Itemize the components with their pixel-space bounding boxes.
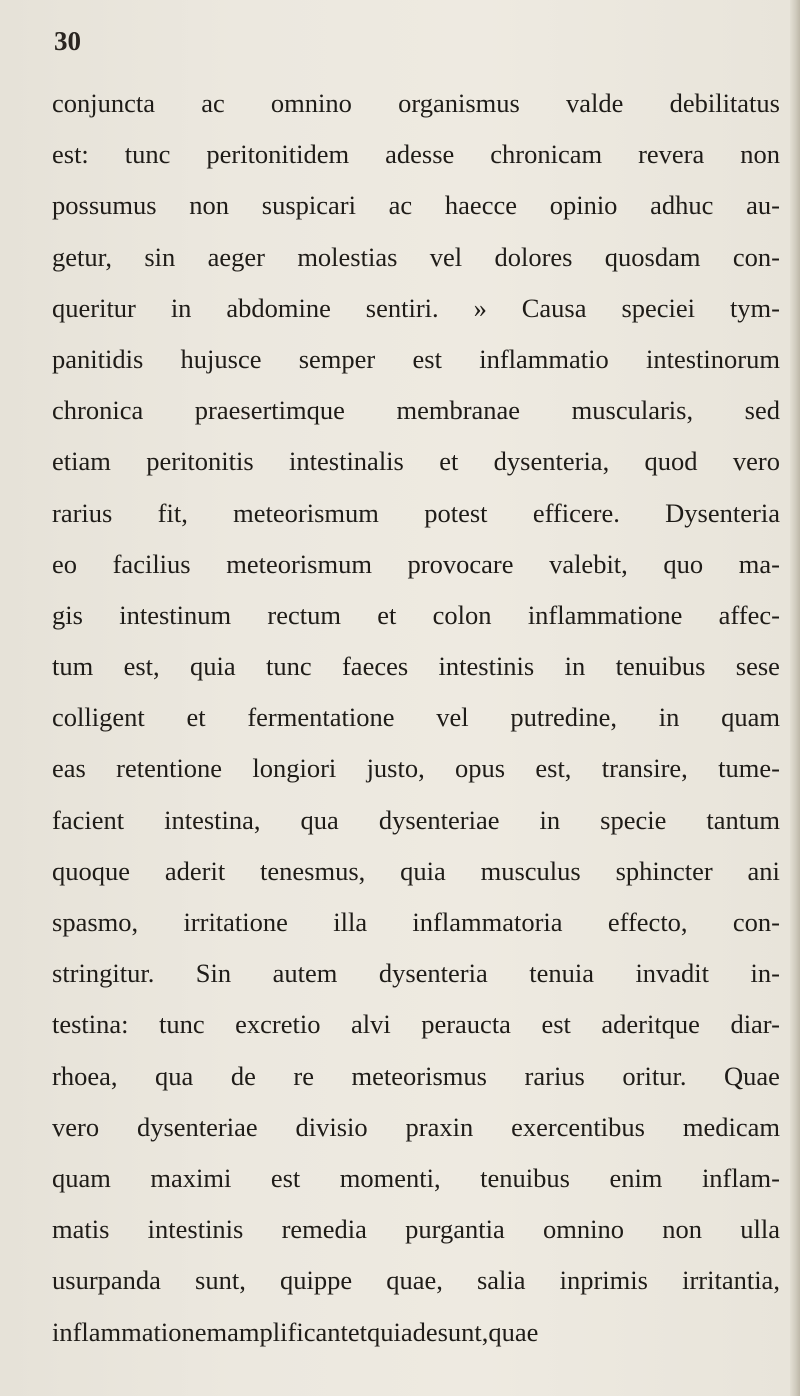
word: sin xyxy=(144,241,176,272)
word: panitidis xyxy=(52,343,144,374)
word: est, xyxy=(535,753,572,784)
word: potest xyxy=(424,497,488,528)
word: ac xyxy=(388,190,413,221)
text-line xyxy=(52,1051,780,1102)
word: dysenteria xyxy=(378,958,488,989)
word: et xyxy=(347,1316,367,1347)
word: transire, xyxy=(601,753,688,784)
word: peritonitidem xyxy=(206,139,350,170)
word: membranae xyxy=(396,395,521,426)
word: exercentibus xyxy=(511,1111,645,1142)
word: sese xyxy=(735,651,780,682)
word: organismus xyxy=(398,88,520,118)
word: irritatione xyxy=(183,907,288,937)
word: specie xyxy=(600,804,667,835)
word: tenuibus xyxy=(480,1162,570,1193)
word: excretio xyxy=(235,1009,321,1040)
word: aderit xyxy=(164,855,226,886)
word: intestinis xyxy=(147,1214,244,1245)
text-line xyxy=(52,692,780,743)
word: » xyxy=(473,292,487,323)
word: justo, xyxy=(366,753,425,784)
word: desunt, xyxy=(412,1316,489,1347)
text-line xyxy=(52,78,780,129)
word: fermentatione xyxy=(247,702,395,733)
word: peraucta xyxy=(421,1009,511,1040)
word: Dysenteria xyxy=(665,497,780,528)
word: ma- xyxy=(738,548,780,579)
word: inflammatoria xyxy=(412,907,563,937)
text-line xyxy=(52,795,780,846)
word: peritonitis xyxy=(146,446,254,477)
word: dysenteria, xyxy=(493,446,610,477)
word: inflam- xyxy=(701,1162,780,1193)
word: tunc xyxy=(124,139,171,170)
word: efficere. xyxy=(532,497,620,528)
word: vero xyxy=(52,1111,100,1142)
word: valebit, xyxy=(549,548,628,579)
word: intestinis xyxy=(438,651,535,682)
word: valde xyxy=(566,88,624,118)
word: quae xyxy=(488,1316,539,1347)
text-line xyxy=(52,385,780,436)
word: in xyxy=(564,651,586,682)
word: est xyxy=(541,1009,571,1040)
word: Sin xyxy=(195,958,232,989)
text-line xyxy=(52,180,780,231)
word: tenesmus, xyxy=(260,855,366,886)
word: et xyxy=(377,599,397,630)
word: putredine, xyxy=(510,702,618,733)
text-line xyxy=(52,1307,780,1358)
word: salia xyxy=(476,1265,526,1296)
word: matis xyxy=(52,1214,110,1245)
word: ulla xyxy=(740,1214,780,1245)
word: sphincter xyxy=(615,855,713,886)
word: quod xyxy=(644,446,698,477)
word: faeces xyxy=(341,651,409,682)
word: spasmo, xyxy=(52,907,139,937)
word: est: xyxy=(52,139,89,170)
word: oritur. xyxy=(622,1060,687,1091)
word: suspicari xyxy=(261,190,356,221)
word: eo xyxy=(52,548,78,579)
word: retentione xyxy=(116,753,223,784)
text-line xyxy=(52,590,780,641)
word: intestinorum xyxy=(645,343,780,374)
word: provocare xyxy=(407,548,514,579)
word: colligent xyxy=(52,702,145,733)
word: illa xyxy=(333,907,368,937)
word: autem xyxy=(272,958,338,989)
word: debilitatus xyxy=(669,88,780,118)
word: conjuncta xyxy=(52,88,156,118)
word: momenti, xyxy=(339,1162,441,1193)
word: amplificant xyxy=(227,1316,348,1347)
word: rarius xyxy=(52,497,113,528)
text-line xyxy=(52,641,780,692)
word: opus xyxy=(455,753,506,784)
word: Quae xyxy=(724,1060,780,1091)
word: quae, xyxy=(386,1265,443,1296)
word: meteorismus xyxy=(351,1060,487,1091)
word: alvi xyxy=(350,1009,391,1040)
word: semper xyxy=(298,343,376,374)
word: stringitur. xyxy=(52,958,155,989)
word: muscularis, xyxy=(571,395,694,426)
word: medicam xyxy=(682,1111,780,1142)
word: qua xyxy=(300,804,339,835)
word: quia xyxy=(190,651,236,682)
word: diar- xyxy=(730,1009,780,1040)
word: Causa xyxy=(521,292,587,323)
word: dysenteriae xyxy=(378,804,500,835)
page-edge-shadow xyxy=(790,0,800,1396)
word: inprimis xyxy=(559,1265,648,1296)
word: inflammationem xyxy=(52,1316,228,1347)
word: vero xyxy=(732,446,780,477)
word: chronica xyxy=(52,395,144,426)
word: invadit xyxy=(635,958,710,989)
word: dysenteriae xyxy=(136,1111,258,1142)
word: quosdam xyxy=(604,241,701,272)
word: gis xyxy=(52,599,83,630)
word: getur, xyxy=(52,241,113,272)
text-line xyxy=(52,1255,780,1306)
word: qua xyxy=(155,1060,194,1091)
word: quo xyxy=(663,548,704,579)
word: tym- xyxy=(729,292,780,323)
word: est xyxy=(412,343,442,374)
text-line xyxy=(52,743,780,794)
word: quam xyxy=(52,1162,111,1193)
text-line xyxy=(52,129,780,180)
word: au- xyxy=(746,190,780,221)
word: tume- xyxy=(718,753,780,784)
word: tenuibus xyxy=(615,651,706,682)
word: intestinum xyxy=(119,599,232,630)
word: abdomine xyxy=(226,292,331,323)
word: quoque xyxy=(52,855,131,886)
word: rarius xyxy=(524,1060,585,1091)
word: haecce xyxy=(444,190,517,221)
text-line xyxy=(52,1102,780,1153)
word: usurpanda xyxy=(52,1265,161,1296)
text-line xyxy=(52,436,780,487)
word: sunt, xyxy=(195,1265,246,1296)
text-line xyxy=(52,283,780,334)
word: adhuc xyxy=(650,190,714,221)
word: dolores xyxy=(494,241,573,272)
body-text xyxy=(52,78,780,1358)
word: praxin xyxy=(405,1111,474,1142)
word: colon xyxy=(432,599,492,630)
word: in xyxy=(539,804,561,835)
word: etiam xyxy=(52,446,111,477)
word: non xyxy=(189,190,230,221)
word: purgantia xyxy=(405,1214,505,1245)
word: rhoea, xyxy=(52,1060,118,1091)
word: tunc xyxy=(266,651,312,682)
word: in xyxy=(170,292,192,323)
word: inflammatione xyxy=(527,599,683,630)
word: de xyxy=(230,1060,256,1091)
word: quia xyxy=(366,1316,413,1347)
word: tantum xyxy=(706,804,780,835)
text-line xyxy=(52,334,780,385)
word: chronicam xyxy=(490,139,603,170)
word: ani xyxy=(747,855,780,886)
word: aderitque xyxy=(601,1009,700,1040)
word: facient xyxy=(52,804,125,835)
word: fit, xyxy=(157,497,188,528)
word: non xyxy=(662,1214,702,1245)
word: intestinalis xyxy=(289,446,404,477)
word: re xyxy=(293,1060,314,1091)
word: sentiri. xyxy=(365,292,439,323)
word: quam xyxy=(721,702,780,733)
word: facilius xyxy=(112,548,191,579)
word: testina: xyxy=(52,1009,129,1040)
word: sed xyxy=(744,395,780,426)
word: rectum xyxy=(267,599,341,630)
word: et xyxy=(186,702,206,733)
word: quippe xyxy=(279,1265,353,1296)
word: possumus xyxy=(52,190,157,221)
word: vel xyxy=(436,702,469,733)
word: in- xyxy=(750,958,780,989)
word: molestias xyxy=(297,241,398,272)
word: opinio xyxy=(549,190,618,221)
text-line xyxy=(52,232,780,283)
word: praesertimque xyxy=(194,395,345,426)
word: divisio xyxy=(295,1111,368,1142)
word: intestina, xyxy=(164,804,261,835)
word: hujusce xyxy=(180,343,262,374)
word: ac xyxy=(201,88,225,118)
word: est xyxy=(270,1162,301,1193)
word: eas xyxy=(52,753,86,784)
word: effecto, xyxy=(607,907,688,937)
word: remedia xyxy=(281,1214,367,1245)
text-line xyxy=(52,539,780,590)
word: adesse xyxy=(385,139,455,170)
word: affec- xyxy=(718,599,780,630)
word: con- xyxy=(732,241,780,272)
word: musculus xyxy=(480,855,581,886)
word: non xyxy=(740,139,780,170)
word: omnino xyxy=(270,88,352,118)
word: meteorismum xyxy=(226,548,372,579)
word: irritantia, xyxy=(682,1265,780,1296)
word: tum xyxy=(52,651,94,682)
word: meteorismum xyxy=(233,497,379,528)
word: omnino xyxy=(543,1214,624,1245)
word: et xyxy=(439,446,459,477)
word: longiori xyxy=(252,753,337,784)
text-line xyxy=(52,1204,780,1255)
word: inflammatio xyxy=(479,343,609,374)
text-line xyxy=(52,488,780,539)
word: tenuia xyxy=(529,958,594,989)
word: in xyxy=(658,702,680,733)
text-line xyxy=(52,999,780,1050)
word: quia xyxy=(400,855,446,886)
word: maximi xyxy=(150,1162,232,1193)
word: est, xyxy=(123,651,160,682)
text-line xyxy=(52,897,780,948)
word: aeger xyxy=(207,241,265,272)
word: tunc xyxy=(159,1009,205,1040)
word: speciei xyxy=(621,292,696,323)
word: revera xyxy=(638,139,705,170)
word: vel xyxy=(429,241,463,272)
text-line xyxy=(52,1153,780,1204)
word: enim xyxy=(609,1162,663,1193)
page-number: 30 xyxy=(54,26,81,56)
text-line xyxy=(52,948,780,999)
word: queritur xyxy=(52,292,136,323)
word: con- xyxy=(732,907,780,937)
text-line xyxy=(52,846,780,897)
